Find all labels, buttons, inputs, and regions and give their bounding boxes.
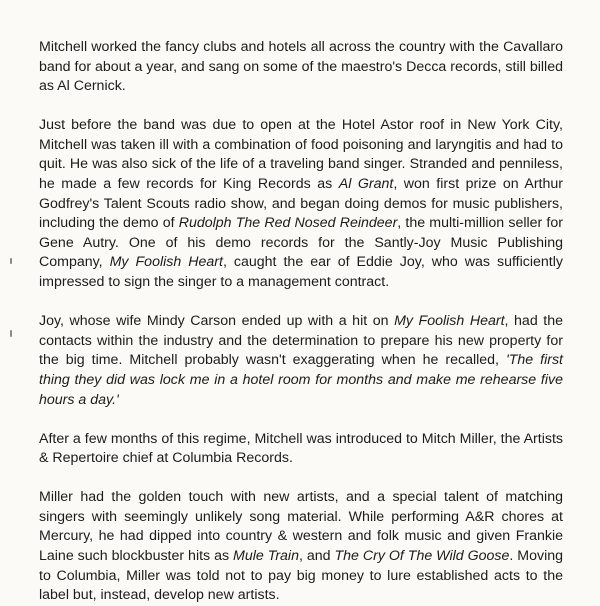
margin-mark-lower [10, 330, 12, 337]
paragraph-text: Mitchell worked the fancy clubs and hotels all across the country with the Cavallaro band for about a year, and sang on some of the maestro's Decca records, still billed as Al Cernick. [39, 39, 563, 95]
paragraph-text: , and [298, 548, 335, 565]
italic-alias-name: Al Grant [338, 176, 394, 193]
paragraph-text: , won first prize on Arthur Godfrey's Talent Scouts radio show, and began doing demos for music publishers, including the demo of [39, 176, 563, 232]
paragraph-text: After a few months of this regime, Mitchell was introduced to Mitch Miller, the Artists & Repertoire chief at Columbia Records. [39, 430, 563, 467]
paragraph-text: , caught the ear of Eddie Joy, who was sufficiently impressed to sign the singer to a management contract. [39, 254, 563, 291]
body-text [39, 38, 563, 606]
paragraph-miller-golden-touch [39, 488, 563, 606]
italic-song-title: Mule Train [233, 548, 299, 565]
italic-song-title: The Cry Of The Wild Goose [334, 548, 510, 565]
italic-song-title: My Foolish Heart [394, 313, 505, 330]
paragraph-cavallaro-band [39, 38, 563, 97]
paragraph-text: Miller had the golden touch with new artists, and a special talent of matching singers with seemingly unlikely song material. While performing A&R chores at Mercury, he had dipped into country & western and folk music and given Frankie Laine such blockbuster hits as [39, 489, 563, 565]
margin-mark-upper [10, 258, 12, 264]
paragraph-hotel-astor [39, 116, 563, 292]
italic-song-title: My Foolish Heart [109, 254, 223, 271]
italic-song-title: Rudolph The Red Nosed Reindeer [178, 215, 398, 232]
paragraph-text: , the multi-million seller for Gene Autry. One of his demo records for the Santly-Joy Music Publishing Company, [39, 215, 563, 271]
paragraph-eddie-joy [39, 312, 563, 410]
italic-quote: 'The first thing they did was lock me in a hotel room for months and make me rehearse five hours a day.' [39, 352, 564, 408]
paragraph-text: Joy, whose wife Mindy Carson ended up with a hit on [39, 313, 395, 330]
paragraph-text: . Moving to Columbia, Miller was told not to pay big money to lure established acts to the label but, instead, develop new artists. [39, 548, 564, 604]
paragraph-text: Just before the band was due to open at the Hotel Astor roof in New York City, Mitchell was taken ill with a combination of food poisoning and laryngitis and had to quit. He was also sick of the life of a traveling band singer. Stranded and penniless, he made a few records for King Records as [39, 117, 563, 193]
paragraph-text: , had the contacts within the industry and the determination to prepare his new property for the big time. Mitchell probably wasn't exaggerating when he recalled, [39, 313, 563, 369]
paragraph-mitch-miller-intro [39, 430, 563, 469]
